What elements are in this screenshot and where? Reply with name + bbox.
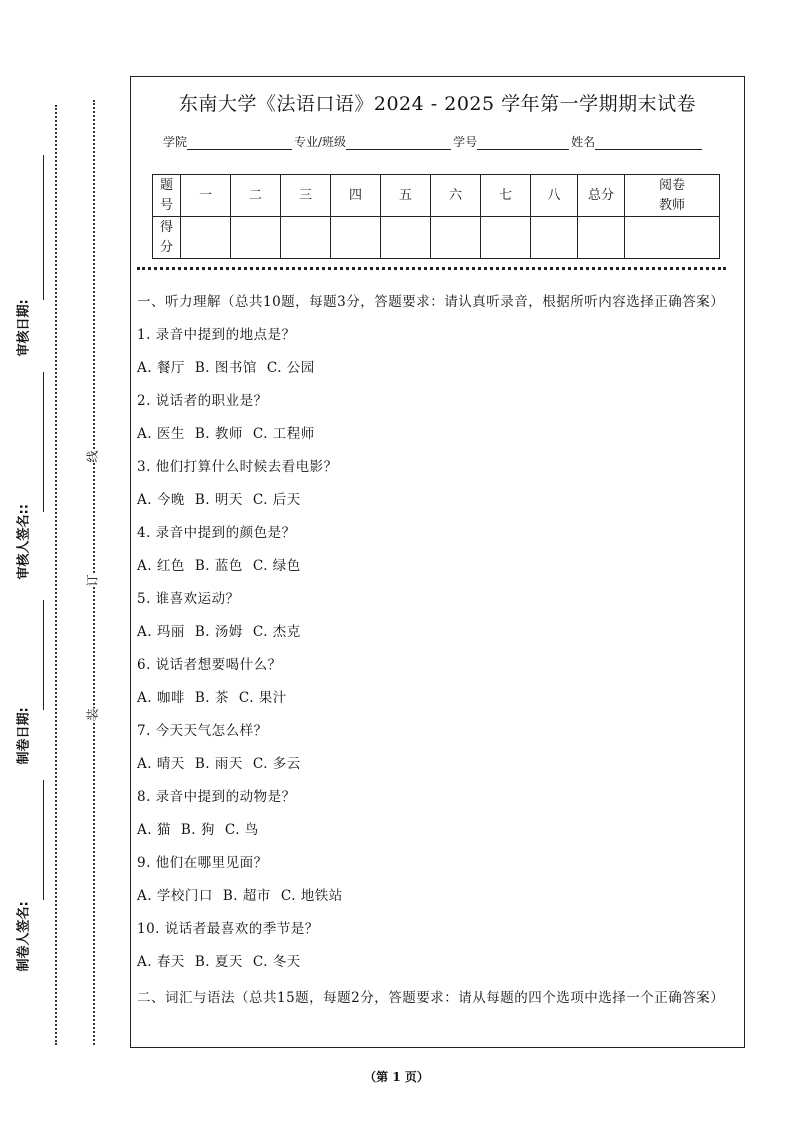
question-options	[137, 554, 738, 578]
option-a[interactable]: A. 学校门口	[137, 888, 213, 904]
student-id-label: 学号	[453, 135, 478, 149]
col-1: 一	[181, 175, 231, 217]
question-text: 3. 他们打算什么时候去看电影？	[137, 459, 338, 475]
question-options	[137, 752, 738, 776]
row-head-number: 题号	[153, 175, 181, 217]
exam-frame	[130, 76, 745, 1048]
question-text: 6. 说话者想要喝什么？	[137, 657, 282, 673]
binding-mark-ding: 订	[85, 574, 100, 587]
college-field[interactable]	[187, 137, 292, 150]
college-label: 学院	[163, 135, 188, 149]
option-c[interactable]: C. 果汁	[238, 690, 287, 706]
option-c[interactable]: C. 公园	[266, 360, 315, 376]
option-a[interactable]: A. 医生	[137, 426, 185, 442]
dotted-separator	[137, 267, 726, 270]
question-text: 10. 说话者最喜欢的季节是？	[137, 921, 319, 937]
binding-mark-zhuang: 装	[85, 708, 100, 721]
score-cell[interactable]	[281, 217, 331, 259]
question-text: 7. 今天天气怎么样？	[137, 723, 268, 739]
option-b[interactable]: B. 蓝色	[194, 558, 243, 574]
score-cell[interactable]	[181, 217, 231, 259]
major-field[interactable]	[346, 137, 451, 150]
score-cell[interactable]	[231, 217, 281, 259]
option-c[interactable]: C. 地铁站	[280, 888, 343, 904]
question-text: 4. 录音中提到的颜色是？	[137, 525, 296, 541]
option-b[interactable]: B. 雨天	[194, 756, 243, 772]
option-a[interactable]: A. 猫	[137, 822, 171, 838]
question-options	[137, 488, 738, 512]
question-options	[137, 356, 738, 380]
question-text: 5. 谁喜欢运动？	[137, 591, 240, 607]
option-c[interactable]: C. 后天	[252, 492, 301, 508]
col-8: 八	[531, 175, 578, 217]
score-table-header-row	[153, 175, 720, 217]
question-options	[137, 686, 738, 710]
col-6: 六	[431, 175, 481, 217]
section-1-heading: 一、听力理解（总共10题，每题3分，答题要求：请认真听录音，根据所听内容选择正确答案）	[137, 294, 725, 310]
option-c[interactable]: C. 工程师	[252, 426, 315, 442]
student-info-row	[163, 133, 704, 150]
binding-mark-line: 线	[85, 450, 100, 463]
option-a[interactable]: A. 晴天	[137, 756, 185, 772]
major-label: 专业/班级	[294, 135, 347, 149]
question-options	[137, 950, 738, 974]
section-2-heading: 二、词汇与语法（总共15题，每题2分，答题要求：请从每题的四个选项中选择一个正确答案）	[137, 990, 725, 1006]
exam-content	[137, 290, 738, 1010]
option-a[interactable]: A. 春天	[137, 954, 185, 970]
option-b[interactable]: B. 明天	[194, 492, 243, 508]
col-4: 四	[331, 175, 381, 217]
col-2: 二	[231, 175, 281, 217]
name-field[interactable]	[595, 137, 702, 150]
option-b[interactable]: B. 教师	[194, 426, 243, 442]
reviewer-sign-line	[43, 372, 44, 512]
col-reviewer: 阅卷教师	[625, 175, 720, 217]
exam-title: 东南大学《法语口语》2024 - 2025 学年第一学期期末试卷	[178, 93, 697, 115]
question-options	[137, 884, 738, 908]
option-a[interactable]: A. 今晚	[137, 492, 185, 508]
question-options	[137, 818, 738, 842]
score-cell[interactable]	[481, 217, 531, 259]
option-c[interactable]: C. 鸟	[224, 822, 259, 838]
binding-dotted-line-outer	[55, 105, 57, 1045]
question-text: 2. 说话者的职业是？	[137, 393, 268, 409]
question-options	[137, 620, 738, 644]
col-3: 三	[281, 175, 331, 217]
score-cell-total[interactable]	[578, 217, 625, 259]
option-c[interactable]: C. 绿色	[252, 558, 301, 574]
option-a[interactable]: A. 玛丽	[137, 624, 185, 640]
binding-dotted-line-inner	[93, 100, 95, 1045]
option-b[interactable]: B. 狗	[180, 822, 215, 838]
option-a[interactable]: A. 红色	[137, 558, 185, 574]
option-c[interactable]: C. 多云	[252, 756, 301, 772]
name-label: 姓名	[571, 135, 596, 149]
maker-date-line	[43, 600, 44, 710]
option-b[interactable]: B. 茶	[194, 690, 229, 706]
maker-sign-line	[43, 780, 44, 900]
option-b[interactable]: B. 夏天	[194, 954, 243, 970]
question-options	[137, 422, 738, 446]
col-total: 总分	[578, 175, 625, 217]
maker-sign-label: 制卷人签名:	[16, 901, 32, 972]
student-id-field[interactable]	[477, 137, 569, 150]
page-number: （第 1 页）	[364, 1070, 429, 1084]
score-cell[interactable]	[431, 217, 481, 259]
option-a[interactable]: A. 咖啡	[137, 690, 185, 706]
reviewer-sign-label: 审核人签名::	[16, 504, 32, 580]
question-text: 9. 他们在哪里见面？	[137, 855, 268, 871]
option-c[interactable]: C. 杰克	[252, 624, 301, 640]
score-cell[interactable]	[331, 217, 381, 259]
option-b[interactable]: B. 汤姆	[194, 624, 243, 640]
row-head-score: 得分	[153, 217, 181, 259]
option-a[interactable]: A. 餐厅	[137, 360, 185, 376]
maker-date-label: 制卷日期:	[16, 707, 32, 765]
option-b[interactable]: B. 超市	[222, 888, 271, 904]
score-table-score-row	[153, 217, 720, 259]
question-list	[137, 323, 738, 974]
score-table	[152, 174, 720, 259]
reviewer-date-label: 审核日期:	[16, 299, 32, 357]
score-cell[interactable]	[381, 217, 431, 259]
score-cell-reviewer[interactable]	[625, 217, 720, 259]
score-cell[interactable]	[531, 217, 578, 259]
option-b[interactable]: B. 图书馆	[194, 360, 257, 376]
question-text: 1. 录音中提到的地点是？	[137, 327, 296, 343]
reviewer-date-line	[43, 155, 44, 300]
option-c[interactable]: C. 冬天	[252, 954, 301, 970]
question-text: 8. 录音中提到的动物是？	[137, 789, 296, 805]
col-7: 七	[481, 175, 531, 217]
col-5: 五	[381, 175, 431, 217]
